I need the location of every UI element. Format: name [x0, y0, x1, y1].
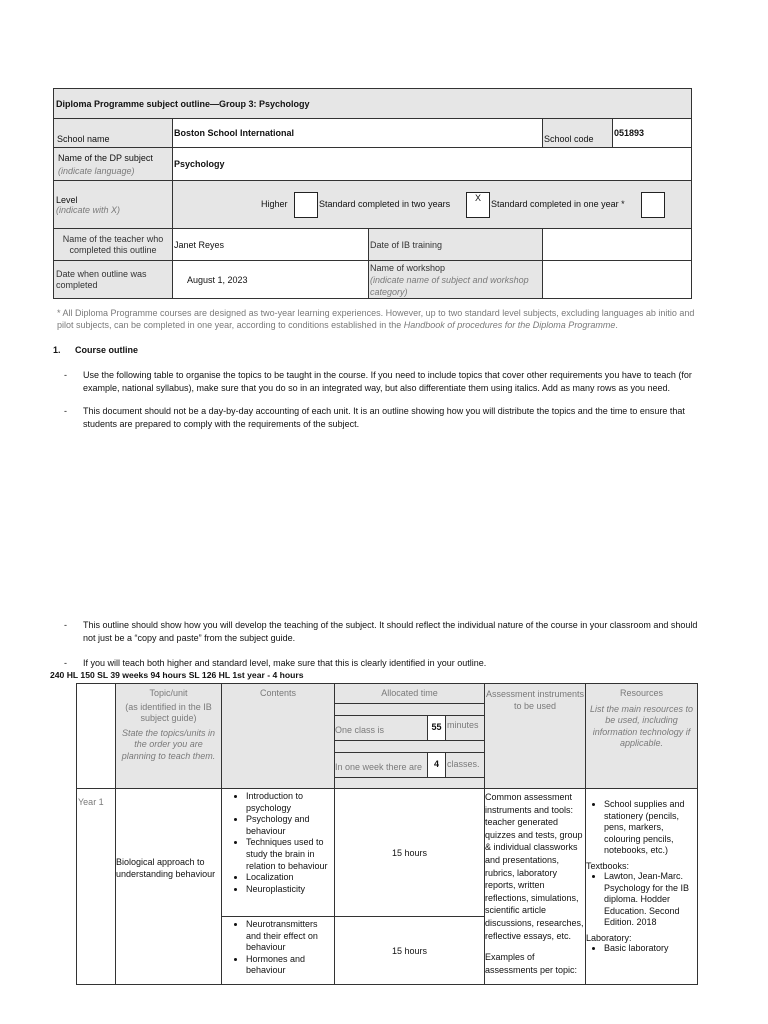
level-sl-two-label: Standard completed in two years [319, 199, 451, 209]
level-higher-checkbox[interactable] [294, 192, 318, 218]
content-item: • Introduction to psychology [246, 791, 334, 814]
instruction-bullet: - If you will teach both higher and standard level, make sure that this is clearly identified in your outline. [64, 658, 487, 668]
footnote: * All Diploma Programme courses are designed as two-year learning experiences. However, up to two standard level subjects, excluding languages ab initio and pilot subjects, can be completed in one year, according to conditions established in the Handbook of procedures for the Diploma Programme. [57, 308, 695, 330]
level-sl-two-checkbox[interactable]: X [466, 192, 490, 218]
resources-cell: • School supplies and stationery (pencils, pens, markers, colouring pencils, notebooks, etc.) Textbooks: • Lawton, Jean-Marc. Psychology for the IB diploma. Hodder Education. Second Edition. 2018 Laboratory: • Basic laboratory [586, 789, 698, 985]
level-higher-label: Higher [261, 199, 288, 209]
class-length-field[interactable]: 55 [427, 716, 446, 740]
subject-outline-header-table [53, 88, 692, 299]
instruction-bullet: - This outline should show how you will develop the teaching of the subject. It should reflect the individual nature of the course in your classroom and should not just be a “copy and paste” from the subject guide. [64, 620, 698, 643]
school-code-label: School code [543, 119, 613, 147]
content-item: • Localization [246, 872, 334, 884]
ib-training-field[interactable] [543, 229, 692, 261]
school-code-cell [543, 119, 692, 148]
workshop-label: Name of workshop (indicate name of subject and workshop category) [369, 261, 543, 299]
contents-column-header: Contents [222, 684, 335, 789]
resources-column-header: Resources List the main resources to be used, including information technology if applicable. [586, 684, 698, 789]
section-heading: 1. Course outline [53, 345, 139, 355]
level-sl-one-checkbox[interactable] [641, 192, 665, 218]
content-item: • Neuroplasticity [246, 884, 334, 896]
year-header-cell [77, 684, 116, 789]
topic-column-header: Topic/unit (as identified in the IB subject guide) State the topics/units in the order you are planning to teach them. [116, 684, 222, 789]
content-item: • Neurotransmitters and their effect on behaviour [246, 919, 334, 954]
allocated-time-cell: 15 hours [335, 917, 485, 985]
school-name-label: School name [54, 119, 173, 148]
level-sl-one-label: Standard completed in one year * [491, 199, 625, 209]
subject-field[interactable]: Psychology [173, 148, 692, 181]
workshop-field[interactable] [543, 261, 692, 299]
instruction-bullet: - Use the following table to organise the topics to be taught in the course. If you need to include topics that cover other requirements you have to teach (for example, national syllabus), make sure that you do so in an integrated way, but also differentiate them using italics. Add as many rows as you need. [64, 370, 692, 393]
content-item: • Psychology and behaviour [246, 814, 334, 837]
date-field[interactable]: August 1, 2023 [173, 261, 369, 299]
classes-per-week-field[interactable]: 4 [427, 753, 446, 777]
allocated-time-header: Allocated time One class is 55 minutes In one week there are 4 classes. [335, 684, 485, 789]
hours-note: 240 HL 150 SL 39 weeks 94 hours SL 126 HL 1st year - 4 hours [50, 670, 304, 680]
teacher-label: Name of the teacher who completed this outline [54, 229, 173, 261]
allocated-time-cell: 15 hours [335, 789, 485, 917]
page-title: Diploma Programme subject outline—Group 3: Psychology [54, 89, 692, 119]
teacher-field[interactable]: Janet Reyes [173, 229, 369, 261]
ib-training-label: Date of IB training [369, 229, 543, 261]
year-label: Year 1 [77, 789, 116, 985]
content-item: • Techniques used to study the brain in relation to behaviour [246, 837, 334, 872]
level-options [173, 181, 692, 229]
topic-cell: Biological approach to understanding behaviour [116, 789, 222, 985]
subject-label: Name of the DP subject (indicate language) [54, 148, 173, 181]
content-item: • Hormones and behaviour [246, 954, 334, 977]
contents-cell [222, 789, 335, 917]
school-code-field[interactable]: 051893 [614, 128, 645, 138]
contents-cell [222, 917, 335, 985]
assessment-column-header: Assessment instruments to be used [485, 684, 586, 789]
assessment-cell: Common assessment instruments and tools: teacher generated quizzes and tests, group & individual classworks and presentations, rubrics, laboratory reports, written reflections, simulations, scientific article discussions, researches, reflective essays, etc. Examples of assessments per topic: [485, 789, 586, 985]
date-label: Date when outline was completed [54, 261, 173, 299]
course-outline-table [76, 683, 698, 985]
school-name-field[interactable]: Boston School International [173, 119, 543, 148]
instruction-bullet: - This document should not be a day-by-day accounting of each unit. It is an outline showing how you will distribute the topics and the time to ensure that students are prepared to comply with the requirements of the subject. [64, 406, 685, 429]
level-label: Level (indicate with X) [54, 181, 173, 229]
